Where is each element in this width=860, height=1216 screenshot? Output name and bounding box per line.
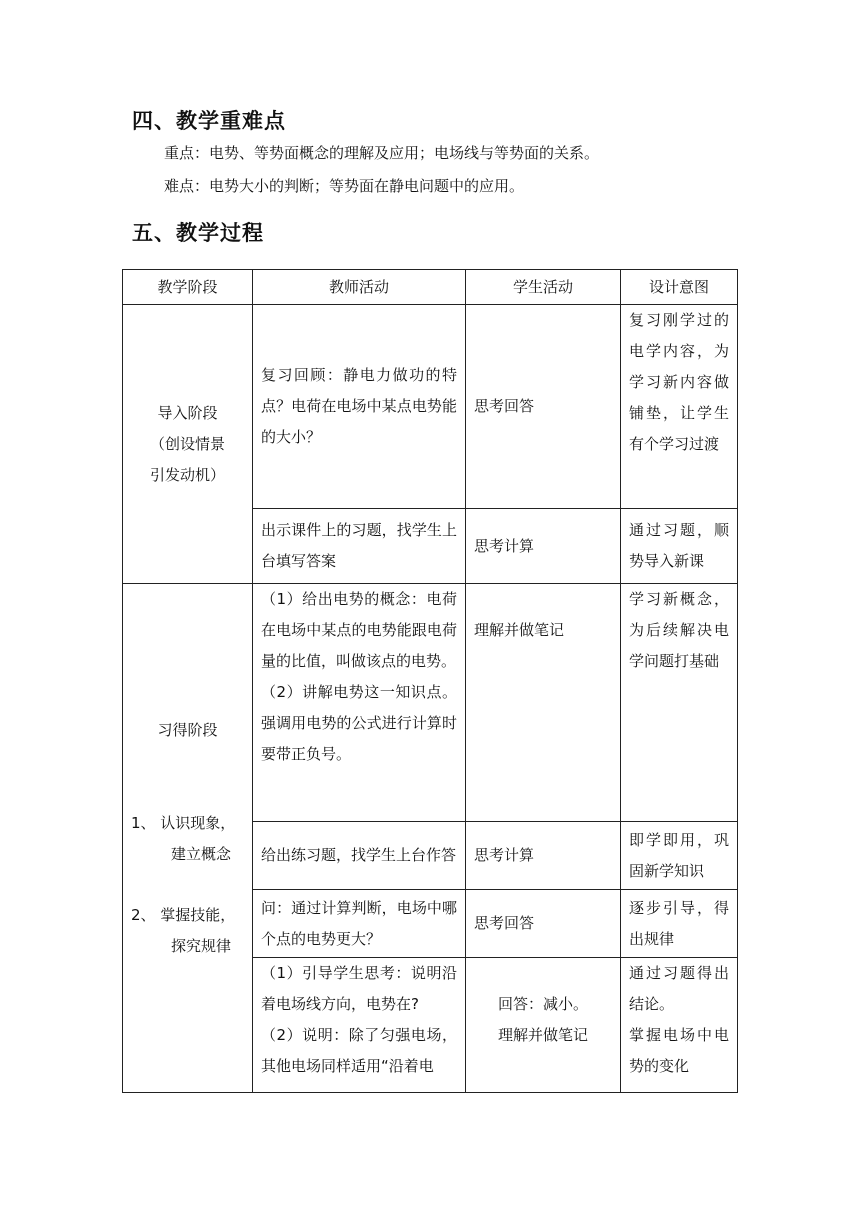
header-teacher: 教师活动	[253, 270, 466, 305]
student-activity: 回答：减小。 理解并做笔记	[466, 958, 621, 1093]
teacher-activity: 给出练习题，找学生上台作答	[253, 822, 466, 890]
teacher-activity: 问：通过计算判断，电场中哪个点的电势更大？	[253, 890, 466, 958]
section4-title: 四、教学重难点	[132, 109, 286, 133]
header-stage: 教学阶段	[123, 270, 253, 305]
design-intent: 通过习题，顺势导入新课	[621, 509, 738, 584]
design-intent: 复习刚学过的电学内容，为学习新内容做铺垫，让学生有个学习过渡	[621, 305, 738, 509]
table-header-row	[123, 270, 738, 305]
teacher-activity: （1）给出电势的概念：电荷在电场中某点的电势能跟电荷量的比值，叫做该点的电势。 （2）讲解电势这一知识点。强调用电势的公式进行计算时要带正负号。	[253, 584, 466, 822]
section5-title: 五、教学过程	[132, 221, 264, 245]
design-intent: 逐步引导，得出规律	[621, 890, 738, 958]
student-activity: 思考回答	[466, 305, 621, 509]
table-row	[123, 584, 738, 822]
design-intent: 学习新概念，为后续解决电学问题打基础	[621, 584, 738, 822]
teaching-process-table	[122, 269, 738, 1093]
key-points: 重点：电势、等势面概念的理解及应用；电场线与等势面的关系。	[164, 144, 600, 162]
teacher-activity: （1）引导学生思考：说明沿着电场线方向，电势在? （2）说明：除了匀强电场，其他电场同样适用“沿着电	[253, 958, 466, 1093]
design-intent: 通过习题得出结论。 掌握电场中电势的变化	[621, 958, 738, 1093]
difficult-points: 难点：电势大小的判断；等势面在静电问题中的应用。	[164, 177, 525, 195]
student-activity: 思考回答	[466, 890, 621, 958]
teacher-activity: 复习回顾：静电力做功的特点？电荷在电场中某点电势能的大小？	[253, 305, 466, 509]
table-row	[123, 305, 738, 509]
design-intent: 即学即用，巩固新学知识	[621, 822, 738, 890]
stage-acquire: 习得阶段 1、 认识现象， 建立概念 2、 掌握技能， 探究规律	[123, 584, 253, 1093]
header-intent: 设计意图	[621, 270, 738, 305]
stage-intro: 导入阶段 （创设情景 引发动机）	[123, 305, 253, 584]
student-activity: 思考计算	[466, 822, 621, 890]
student-activity: 理解并做笔记	[466, 584, 621, 822]
student-activity: 思考计算	[466, 509, 621, 584]
header-student: 学生活动	[466, 270, 621, 305]
teacher-activity: 出示课件上的习题，找学生上台填写答案	[253, 509, 466, 584]
